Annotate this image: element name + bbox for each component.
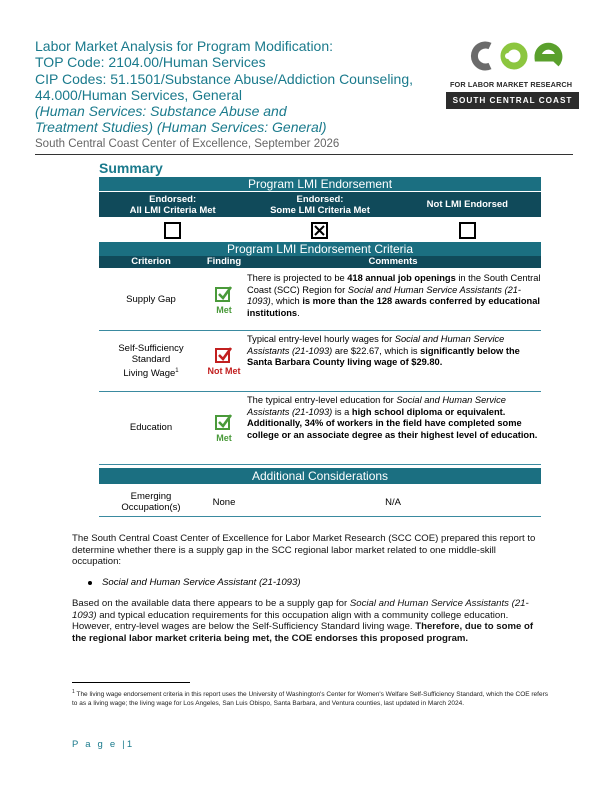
additional-label xyxy=(99,488,203,516)
footnote-ref[interactable]: 1 xyxy=(175,367,179,374)
logo-tagline: FOR LABOR MARKET RESEARCH xyxy=(450,80,573,89)
occupation-bullet xyxy=(92,577,301,588)
additional-finding: None xyxy=(212,496,236,508)
finding-cell xyxy=(203,331,245,391)
text-run: significantly below the Santa Barbara County living wage of $29.80. xyxy=(247,345,520,368)
footnote-marker: 1 xyxy=(72,689,75,695)
footnote-text: The living wage endorsement criteria in this report uses the University of Washington's Center for Women's Welfare Self-Sufficiency Standard, which the COE refers to as a living wage; the living wage for Los Angeles, San Luis Obispo, Santa Barbara, and Ventura counties, last updated in March 2024. xyxy=(72,691,549,707)
x-mark-icon xyxy=(313,224,326,237)
text-run: The typical entry-level education for xyxy=(247,395,397,405)
option-not-endorsed xyxy=(394,192,541,217)
logo-region-bar: SOUTH CENTRAL COAST xyxy=(446,92,579,109)
criterion-label: Education xyxy=(129,422,173,434)
green-check-icon xyxy=(215,413,233,431)
report-subtitle: South Central Coast Center of Excellence, September 2026 xyxy=(35,138,340,150)
option-all-met xyxy=(99,192,246,217)
title-italic-line: (Human Services: Substance Abuse and xyxy=(35,103,287,120)
text-run: Therefore, due to some of the regional labor market criteria being met, the COE endorses this proposed program. xyxy=(72,621,534,644)
option-line: Endorsed: xyxy=(296,193,344,205)
option-line: All LMI Criteria Met xyxy=(129,204,216,216)
text-run: Social and Human Service Assistants (21-1093) xyxy=(247,284,522,307)
additional-row xyxy=(99,488,541,517)
bullet-dot-icon xyxy=(88,581,92,585)
criteria-row-supply-gap xyxy=(99,270,541,331)
criterion-label: Supply Gap xyxy=(126,294,176,306)
criteria-band: Program LMI Endorsement Criteria xyxy=(99,242,541,256)
title-line: 44.000/Human Services, General xyxy=(35,86,242,103)
red-x-check-icon xyxy=(215,346,233,364)
endorsement-checkboxes xyxy=(99,219,541,241)
bullet-text: Social and Human Service Assistant (21-1093) xyxy=(102,577,301,588)
finding-label: Met xyxy=(216,305,232,315)
option-some-met xyxy=(246,192,393,217)
additional-considerations-band: Additional Considerations xyxy=(99,468,541,484)
page-label: P a g e | xyxy=(72,739,127,750)
endorsement-options-header xyxy=(99,192,541,217)
comment-cell xyxy=(245,331,541,391)
text-run: and typical education requirements for this occupation align with a community college education. However, entry-level wages are below the Self-Sufficiency Standard living wage. xyxy=(72,609,509,632)
criteria-column-header xyxy=(99,256,541,268)
criteria-row-living-wage xyxy=(99,331,541,392)
additional-comment: N/A xyxy=(385,496,401,508)
title-line: TOP Code: 2104.00/Human Services xyxy=(35,54,266,71)
text-run: Social and Human Service Assistants (21-1093) xyxy=(72,598,529,621)
criterion-line: Living Wage xyxy=(123,367,176,379)
text-run: Typical entry-level hourly wages for xyxy=(247,334,395,344)
text-run: , which xyxy=(270,296,303,307)
title-line: CIP Codes: 51.1501/Substance Abuse/Addiction Counseling, xyxy=(35,70,413,87)
finding-label: Not Met xyxy=(207,366,241,376)
green-check-icon xyxy=(215,285,233,303)
additional-label-line: Occupation(s) xyxy=(121,502,181,513)
criteria-row-education xyxy=(99,392,541,465)
some-met-checkbox[interactable] xyxy=(311,222,328,239)
text-run: in the South Central Coast (SCC) Region for xyxy=(247,273,541,295)
footnote-divider xyxy=(72,682,190,683)
text-run: . xyxy=(297,307,300,318)
text-run: Based on the available data there appears to be a supply gap for xyxy=(72,598,350,609)
finding-label: Met xyxy=(216,433,232,443)
not-endorsed-checkbox[interactable] xyxy=(459,222,476,239)
header-divider xyxy=(35,154,573,155)
finding-cell xyxy=(203,392,245,464)
coe-logo xyxy=(446,40,576,112)
endorsement-band: Program LMI Endorsement xyxy=(99,177,541,191)
col-finding: Finding xyxy=(206,256,242,267)
text-run: is a xyxy=(332,406,352,417)
text-run: 418 annual job openings xyxy=(347,273,456,283)
criterion-label xyxy=(99,331,203,391)
text-run: are $22.67, which is xyxy=(332,345,421,356)
page-value: 1 xyxy=(126,739,135,750)
text-run: high school diploma or equivalent. Additionally, 34% of workers in the field have completed some college or an associate degree as their highest level of education. xyxy=(247,406,538,440)
col-comments: Comments xyxy=(368,256,418,267)
text-run: is more than the 128 awards conferred by educational institutions xyxy=(247,296,540,318)
criterion-line: Self-Sufficiency xyxy=(118,342,184,354)
footnote xyxy=(72,688,550,708)
conclusion-paragraph xyxy=(72,598,547,644)
option-line: Endorsed: xyxy=(149,193,197,205)
coe-logo-mark-icon xyxy=(468,40,578,72)
title-line: Labor Market Analysis for Program Modification: xyxy=(35,38,334,54)
col-criterion: Criterion xyxy=(131,256,171,267)
intro-paragraph: The South Central Coast Center of Excellence for Labor Market Research (SCC COE) prepared this report to determine whether there is a supply gap in the SCC regional labor market related to one middle-skill occupation: xyxy=(72,533,536,567)
comment-cell xyxy=(245,270,541,330)
comment-cell xyxy=(245,392,541,464)
additional-label-line: Emerging xyxy=(130,490,172,502)
finding-cell xyxy=(203,270,245,330)
text-run: There is projected to be xyxy=(247,273,348,283)
page-number xyxy=(72,739,134,750)
option-line: Some LMI Criteria Met xyxy=(270,204,370,216)
report-title xyxy=(35,38,455,136)
option-line: Not LMI Endorsed xyxy=(426,199,508,210)
all-met-checkbox[interactable] xyxy=(164,222,181,239)
title-italic-line: Treatment Studies) (Human Services: General) xyxy=(35,119,327,136)
text-run: Social and Human Service Assistants (21-1093) xyxy=(247,334,505,356)
text-run: Social and Human Service Assistants (21-1093) xyxy=(247,395,506,417)
summary-heading: Summary xyxy=(99,160,163,176)
criterion-line: Standard xyxy=(131,354,171,366)
